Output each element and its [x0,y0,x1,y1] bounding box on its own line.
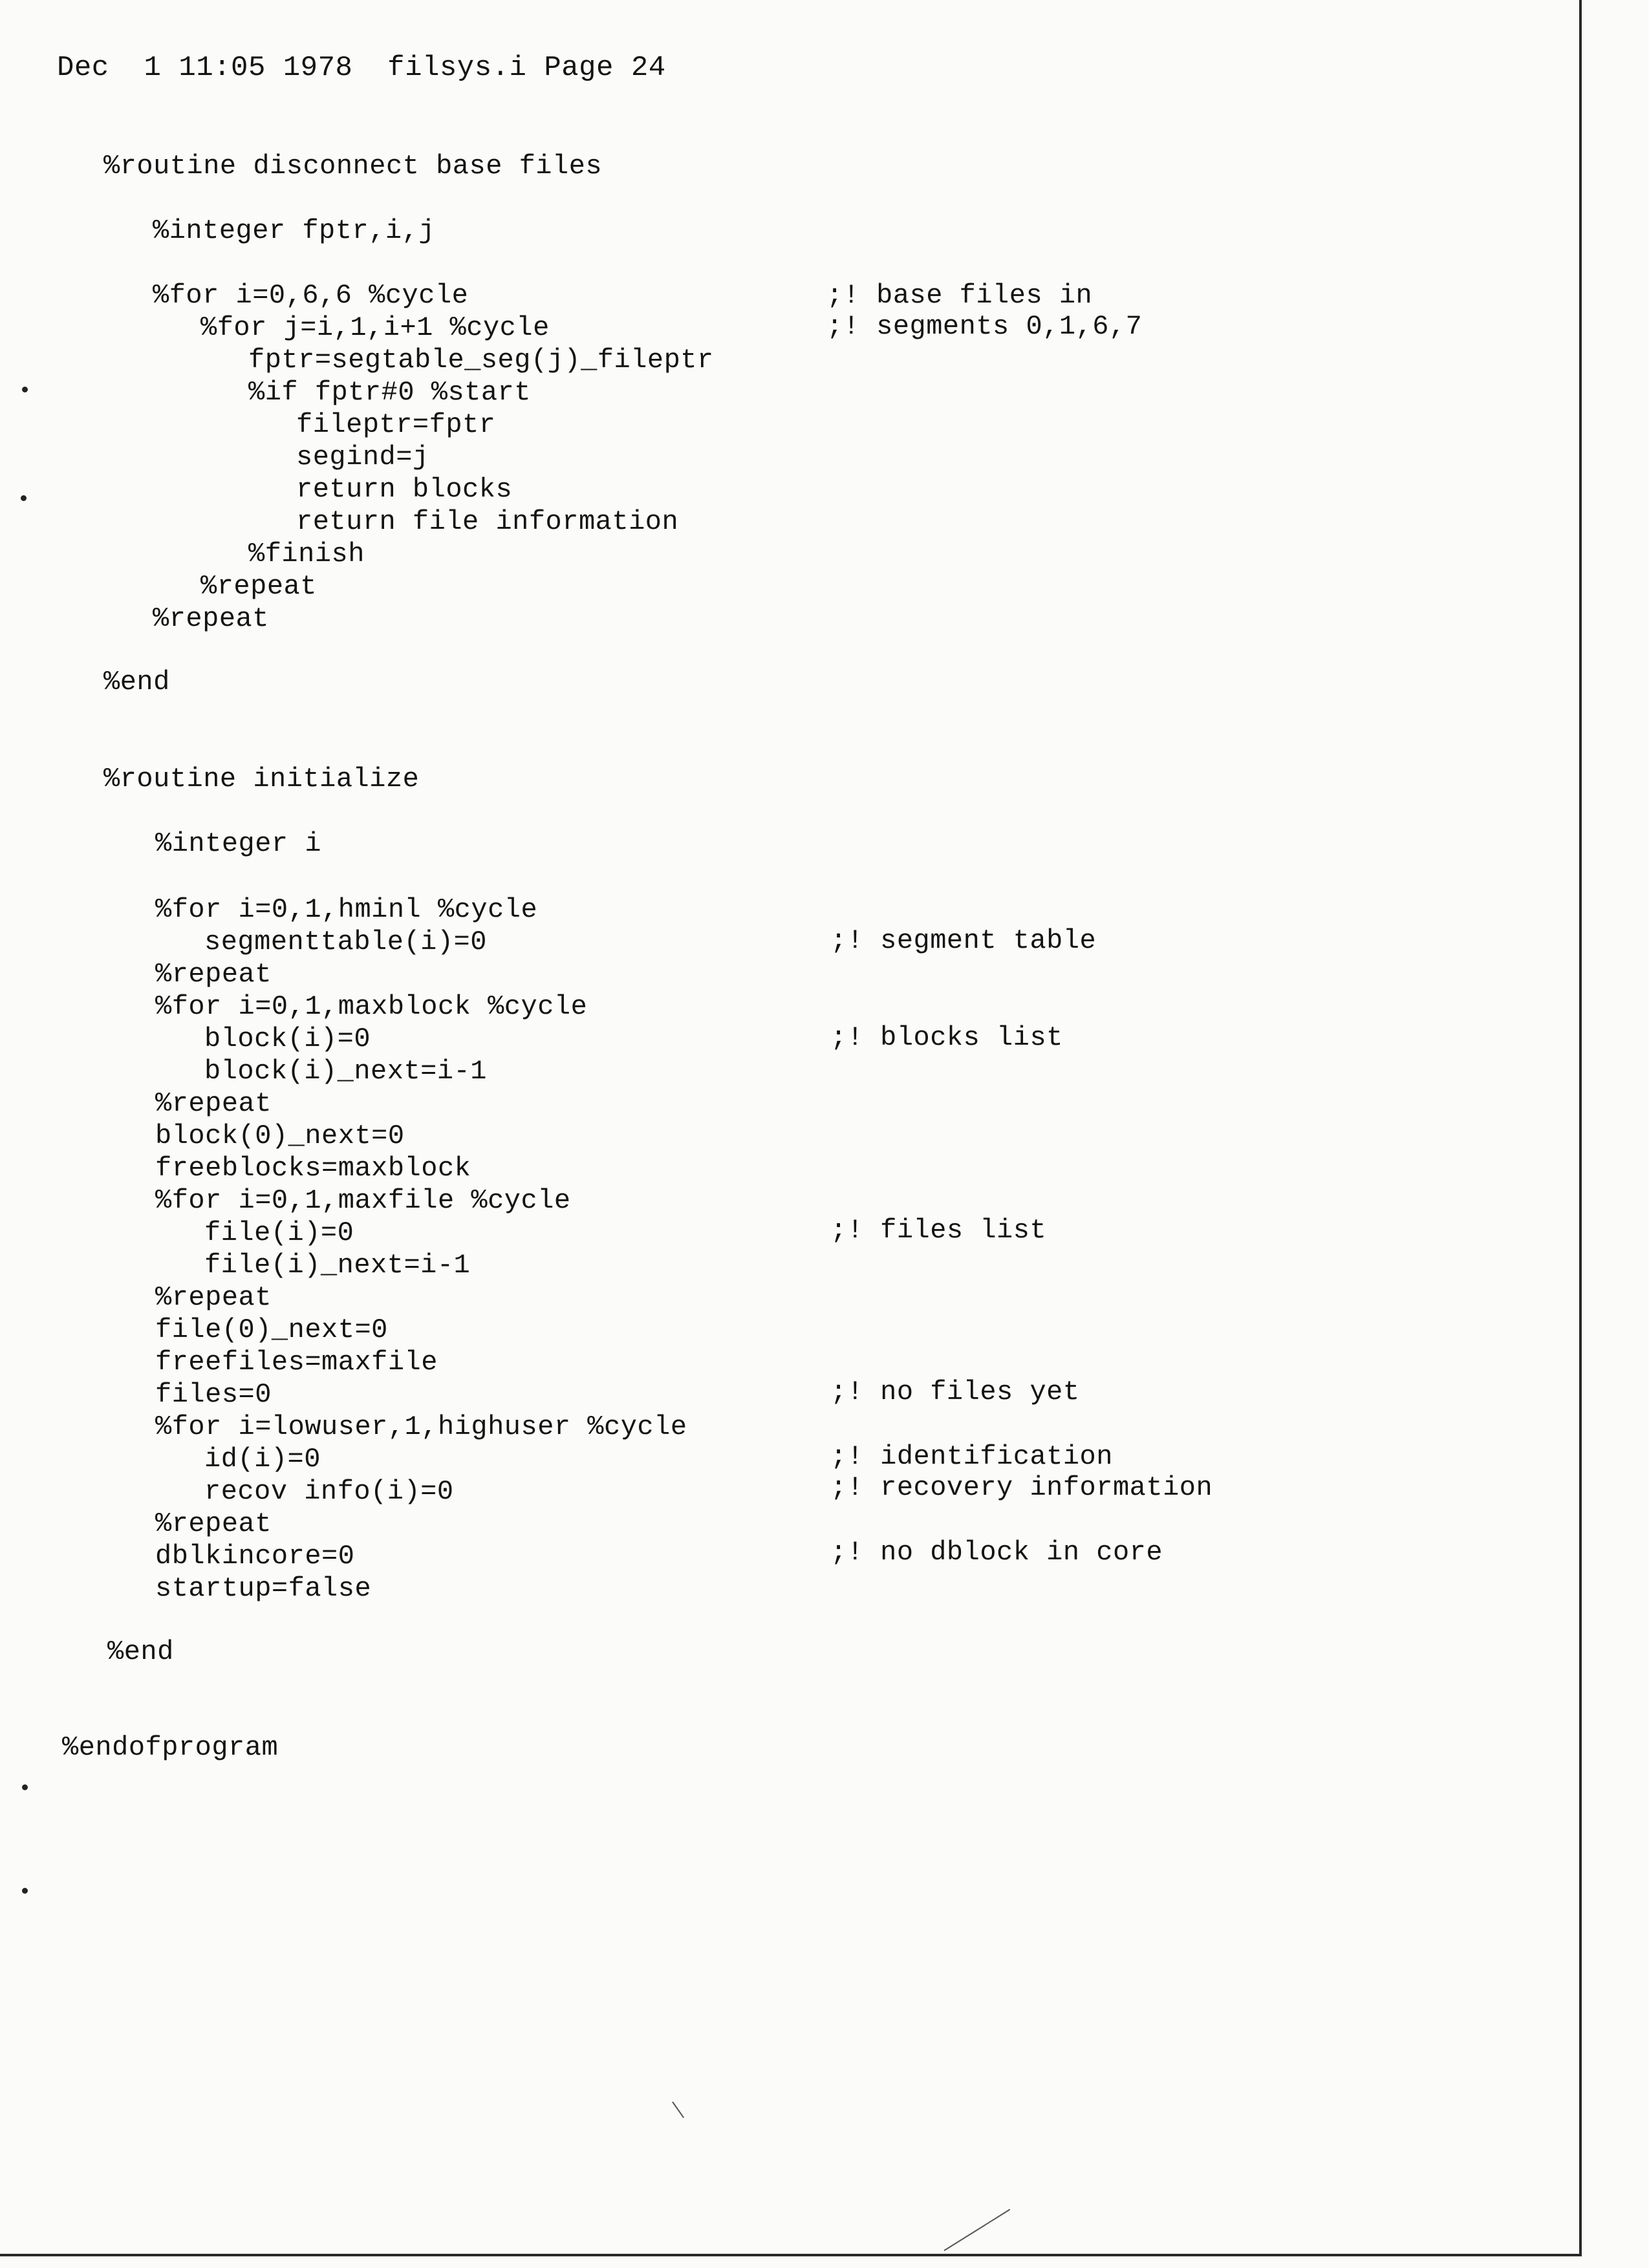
code-line: segind=j [296,442,429,473]
code-line: block(0)_next=0 [155,1120,405,1151]
code-line: return blocks [296,474,513,505]
code-comment: ;! identification [830,1441,1113,1472]
code-line: freeblocks=maxblock [155,1153,471,1184]
code-line: %for i=0,1,maxblock %cycle [155,991,588,1022]
code-comment: ;! segments 0,1,6,7 [826,311,1143,342]
code-line: %end [103,667,170,698]
code-line: startup=false [155,1573,372,1604]
code-line: %routine initialize [103,764,420,795]
stray-pen-stroke [943,2209,1010,2251]
code-line: %routine disconnect base files [103,151,603,182]
stray-pen-stroke [672,2101,684,2118]
code-line: %for i=0,6,6 %cycle [153,280,469,311]
code-line: dblkincore=0 [155,1541,355,1572]
code-comment: ;! base files in [826,280,1093,311]
code-comment: ;! blocks list [830,1022,1063,1053]
code-line: %repeat [155,1508,272,1539]
code-line: %repeat [200,571,317,602]
punch-mark [21,495,27,501]
code-line: file(i)=0 [204,1217,354,1248]
code-line: return file information [296,506,679,537]
code-line: %if fptr#0 %start [248,377,531,408]
code-line: %repeat [155,1282,272,1313]
code-comment: ;! no files yet [830,1376,1080,1407]
code-line: segmenttable(i)=0 [204,926,487,957]
code-line: %endofprogram [62,1732,279,1763]
code-line: fptr=segtable_seg(j)_fileptr [248,345,714,376]
code-line: recov info(i)=0 [204,1476,454,1507]
page-edge-bottom [0,2254,1582,2256]
code-line: freefiles=maxfile [155,1347,438,1378]
code-comment: ;! files list [830,1215,1047,1246]
code-line: %integer i [155,828,322,859]
code-line: %repeat [155,959,272,990]
code-line: %repeat [155,1088,272,1119]
code-line: %repeat [153,603,269,634]
code-line: block(i)_next=i-1 [204,1056,487,1087]
code-line: %integer fptr,i,j [153,215,435,246]
code-line: %for i=lowuser,1,highuser %cycle [155,1411,687,1442]
code-line: id(i)=0 [204,1444,321,1475]
code-line: %finish [248,539,365,570]
punch-mark [22,387,28,392]
code-comment: ;! no dblock in core [830,1537,1163,1568]
code-line: file(0)_next=0 [155,1314,388,1345]
code-comment: ;! recovery information [830,1472,1213,1503]
code-comment: ;! segment table [830,925,1097,956]
page-header: Dec 1 11:05 1978 filsys.i Page 24 [57,52,666,84]
code-line: %for j=i,1,i+1 %cycle [200,312,550,343]
punch-mark [22,1888,28,1894]
code-line: file(i)_next=i-1 [204,1250,471,1281]
code-line: %for i=0,1,maxfile %cycle [155,1185,571,1216]
code-line: fileptr=fptr [296,409,496,440]
punch-mark [22,1784,28,1790]
code-line: files=0 [155,1379,272,1410]
code-line: %end [107,1636,174,1667]
page-edge-right [1579,0,1582,2256]
code-line: %for i=0,1,hminl %cycle [155,894,538,925]
code-line: block(i)=0 [204,1023,371,1054]
